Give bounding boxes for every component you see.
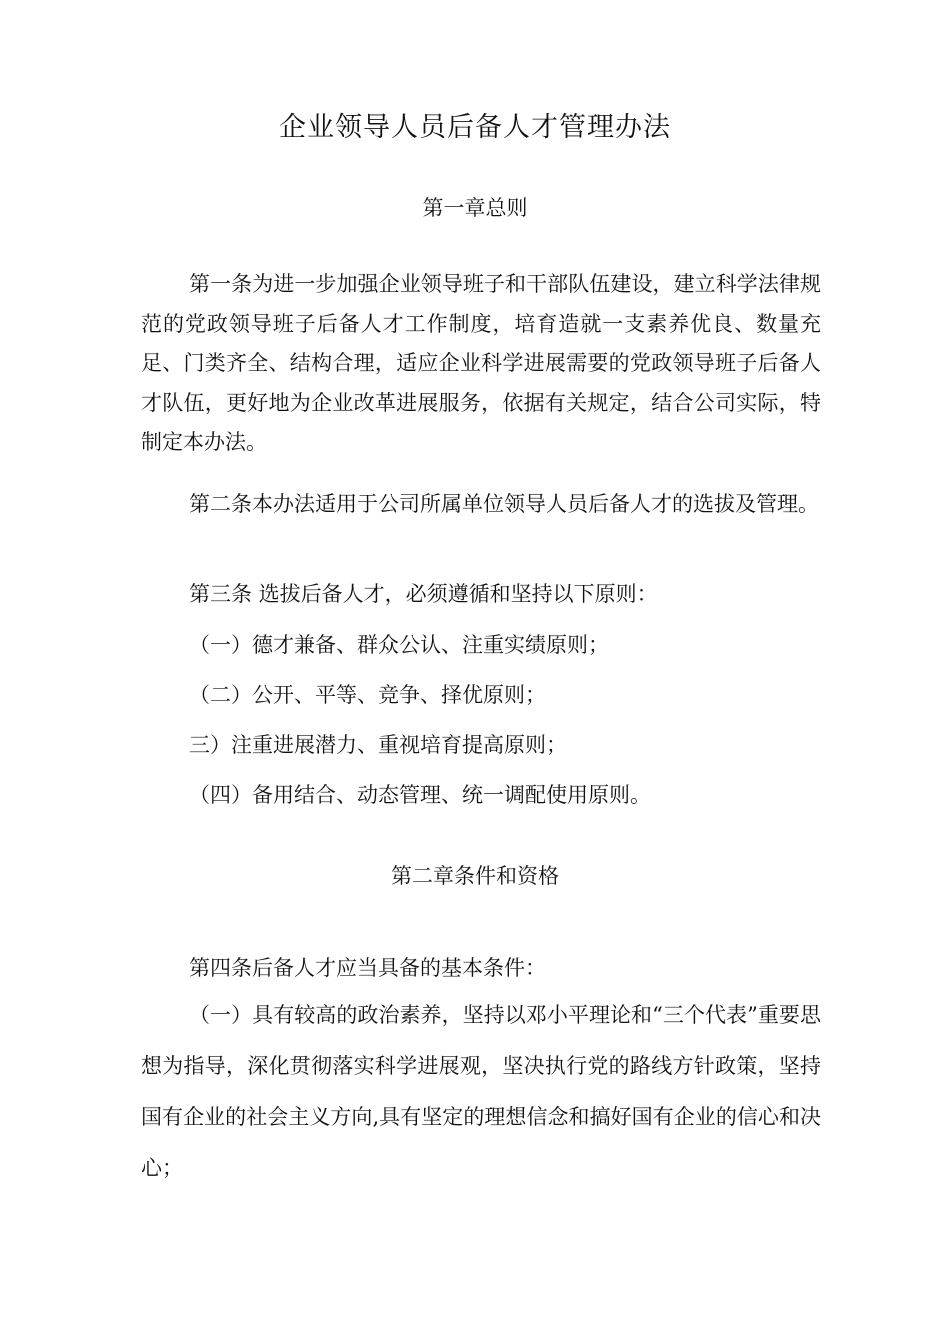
article-3: 第三条 选拔后备人才，必须遵循和坚持以下原则： [189,582,658,606]
principle-1: （一）德才兼备、群众公认、注重实绩原则； [189,633,609,657]
principle-3: 三）注重进展潜力、重视培育提高原则； [189,733,567,757]
document-title: 企业领导人员后备人才管理办法 [279,112,671,143]
chapter-1-heading: 第一章总则 [422,196,528,220]
article-1: 第一条为进一步加强企业领导班子和干部队伍建设，建立科学法律规范的党政领导班子后备人才工作制度，培育造就一支素养优良、数量充足、门类齐全、结构合理，适应企业科学进展需要的党政领导班子后备人才队伍，更好地为企业改革进展服务，依据有关规定，结合公司实际，特制定本办法。 [141,272,821,454]
condition-1: （一）具有较高的政治素养，坚持以邓小平理论和“三个代表”重要思想为指导，深化贯彻落实科学进展观，坚决执行党的路线方针政策，坚持国有企业的社会主义方向,具有坚定的理想信念和搞好国有企业的信心和决心； [141,1003,821,1180]
principle-2: （二）公开、平等、竞争、择优原则； [189,683,546,707]
article-2: 第二条本办法适用于公司所属单位领导人员后备人才的选拔及管理。 [189,492,819,516]
article-4: 第四条后备人才应当具备的基本条件： [189,956,546,980]
principle-4: （四）备用结合、动态管理、统一调配使用原则。 [189,783,651,807]
chapter-2-heading: 第二章条件和资格 [391,864,559,888]
